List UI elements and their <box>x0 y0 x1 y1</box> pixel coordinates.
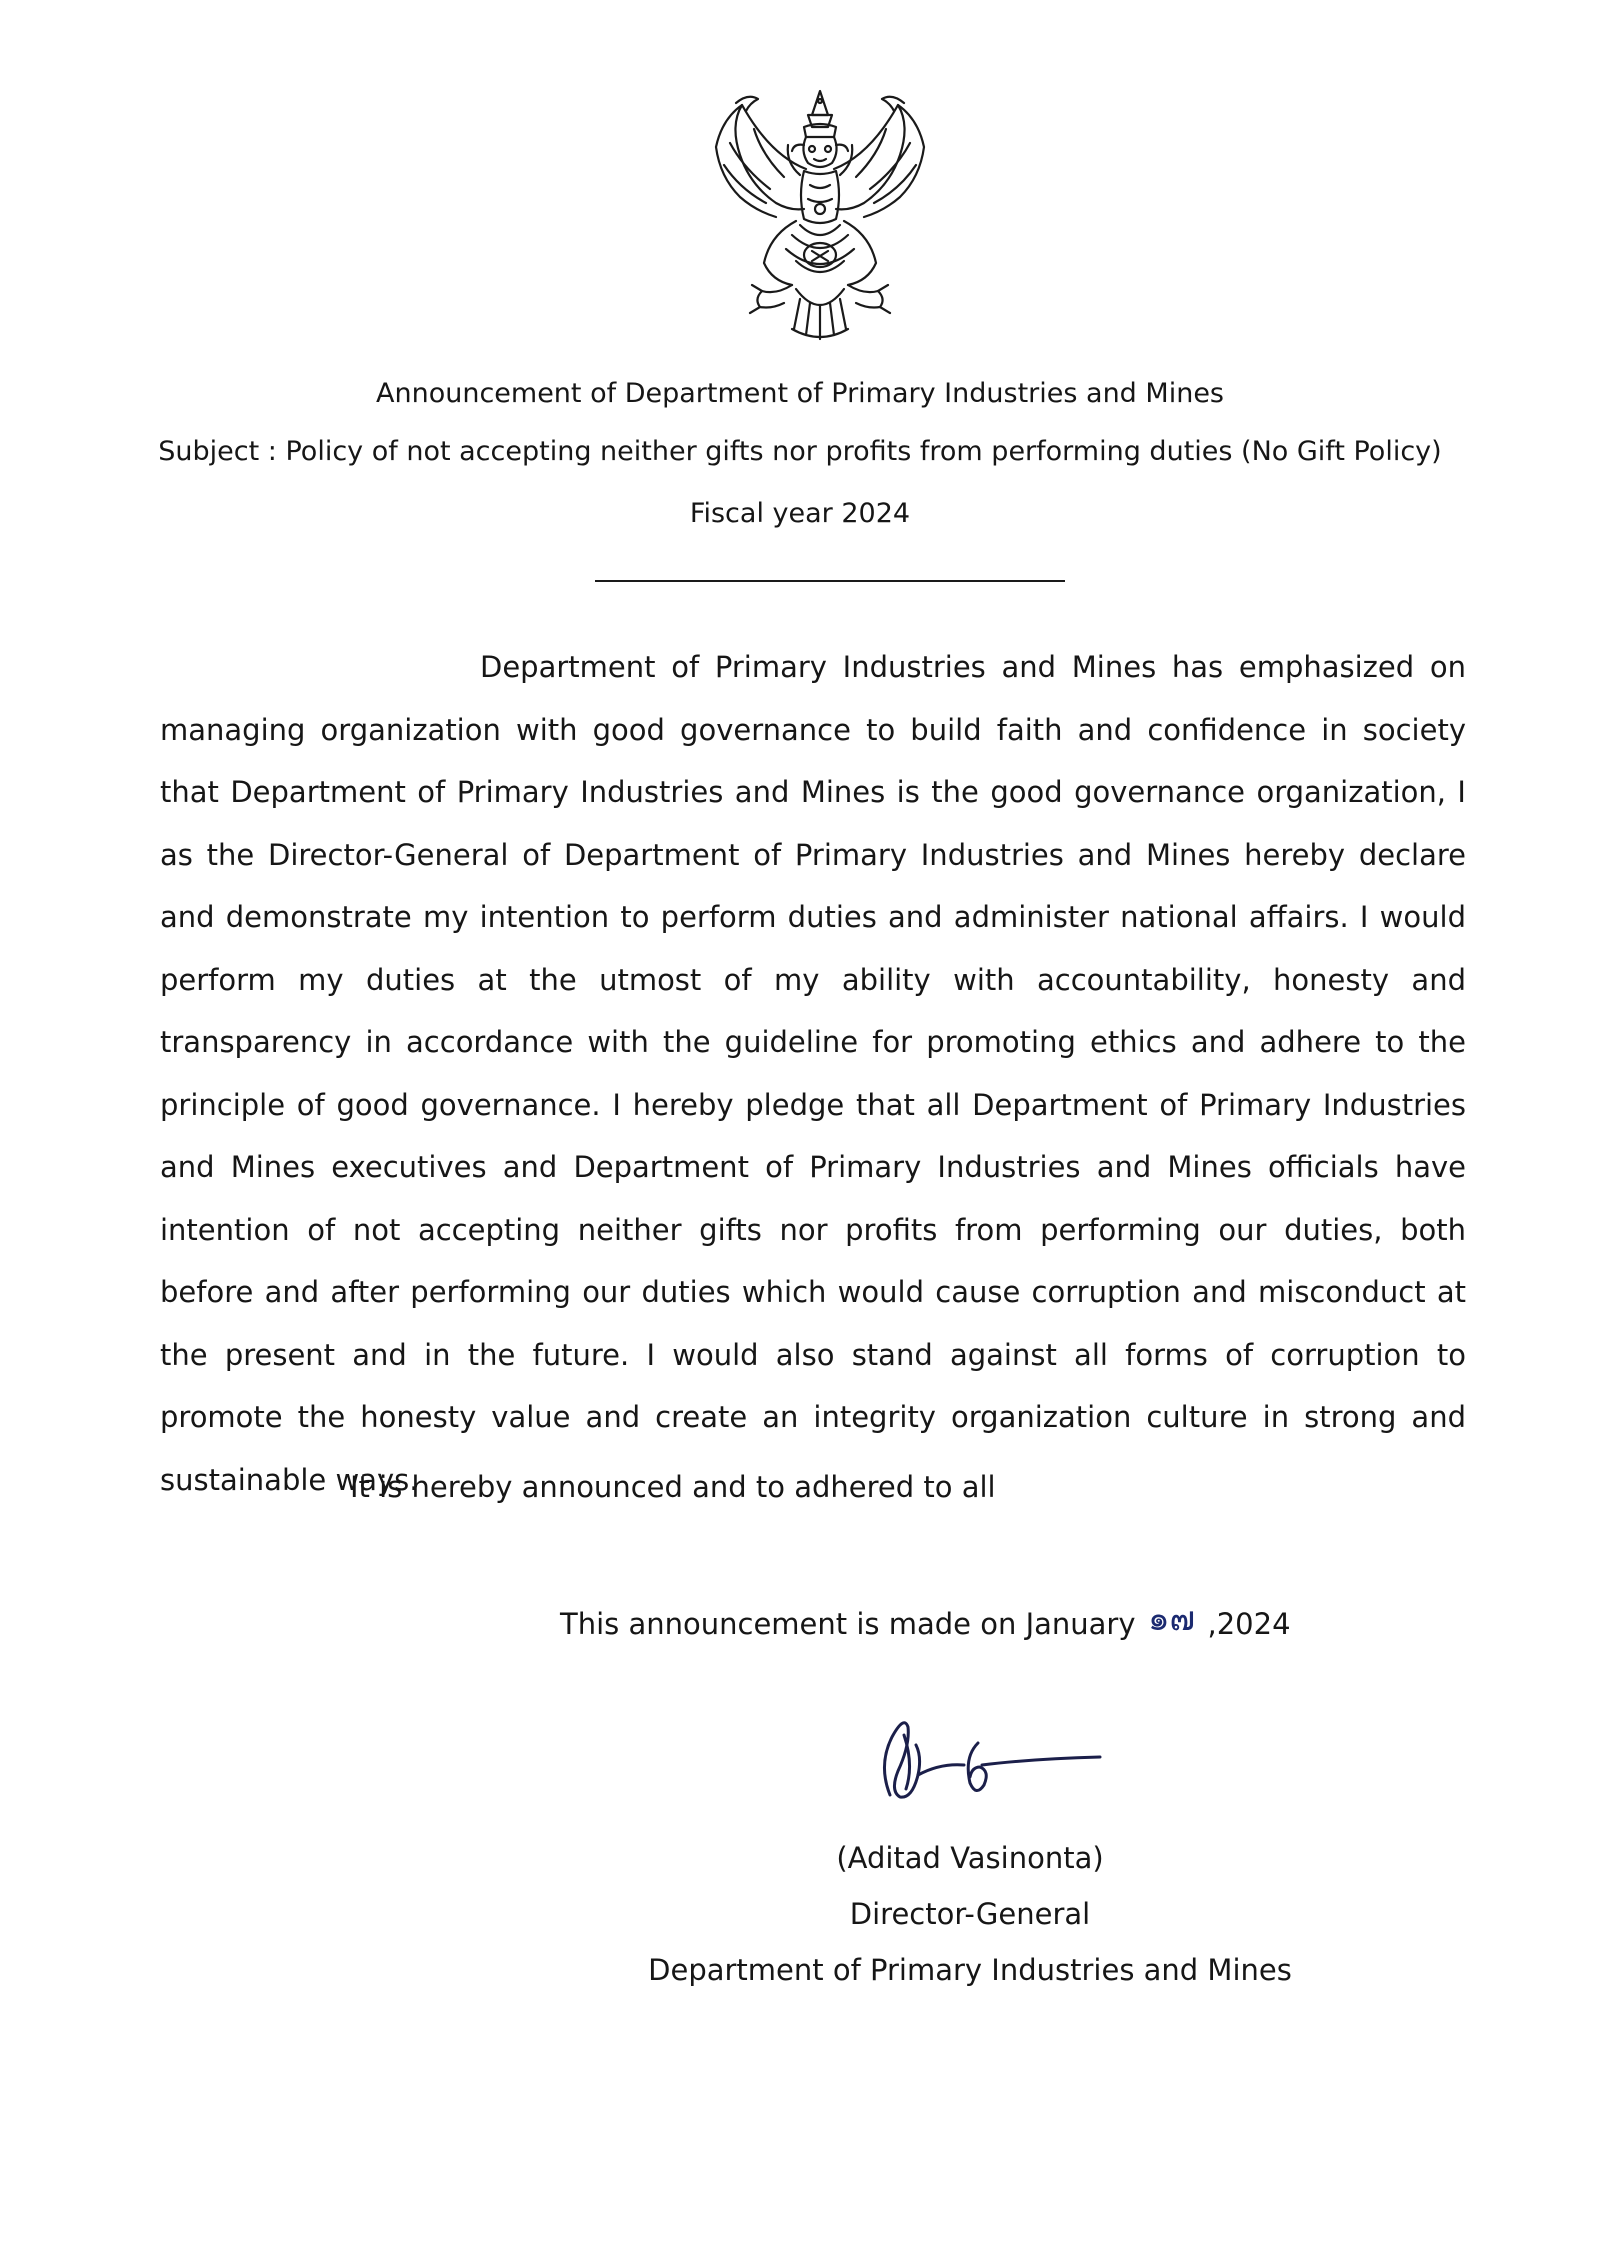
date-suffix: ,2024 <box>1207 1607 1291 1641</box>
body-paragraph <box>160 636 1466 1511</box>
date-day-handwritten: ๑๗ <box>1147 1599 1196 1639</box>
announcement-title: Announcement of Department of Primary Industries and Mines <box>376 378 1224 409</box>
body-paragraph-text: Department of Primary Industries and Mines has emphasized on managing organization with good governance to build faith and confidence in society that Department of Primary Industries and Mines is the good governance organization, I as the Director-General of Department of Primary Industries and Mines hereby declare and demonstrate my intention to perform duties and administer national affairs. I would perform my duties at the utmost of my ability with accountability, honesty and transparency in accordance with the guideline for promoting ethics and adhere to the principle of good governance. I hereby pledge that all Department of Primary Industries and Mines executives and Department of Primary Industries and Mines officials have intention of not accepting neither gifts nor profits from performing our duties, both before and after performing our duties which would cause corruption and misconduct at the present and in the future. I would also stand against all forms of corruption to promote the honesty value and create an integrity organization culture in strong and sustainable ways. <box>160 650 1466 1497</box>
fiscal-year: Fiscal year 2024 <box>689 498 911 529</box>
signatory-organization: Department of Primary Industries and Mines <box>648 1953 1292 1987</box>
signatory-block <box>640 1830 1300 1998</box>
announcement-date <box>560 1599 1291 1644</box>
garuda-emblem-icon <box>700 85 940 345</box>
announcement-subject: Subject : Policy of not accepting neither gifts nor profits from performing duties (No Gift Policy) <box>158 436 1442 467</box>
header-divider <box>595 580 1065 582</box>
handwritten-signature <box>860 1705 1120 1815</box>
date-prefix: This announcement is made on January <box>560 1607 1136 1641</box>
signatory-name: (Aditad Vasinonta) <box>836 1841 1104 1875</box>
closing-statement: It is hereby announced and to adhered to all <box>350 1470 996 1504</box>
signatory-position: Director-General <box>849 1897 1091 1931</box>
